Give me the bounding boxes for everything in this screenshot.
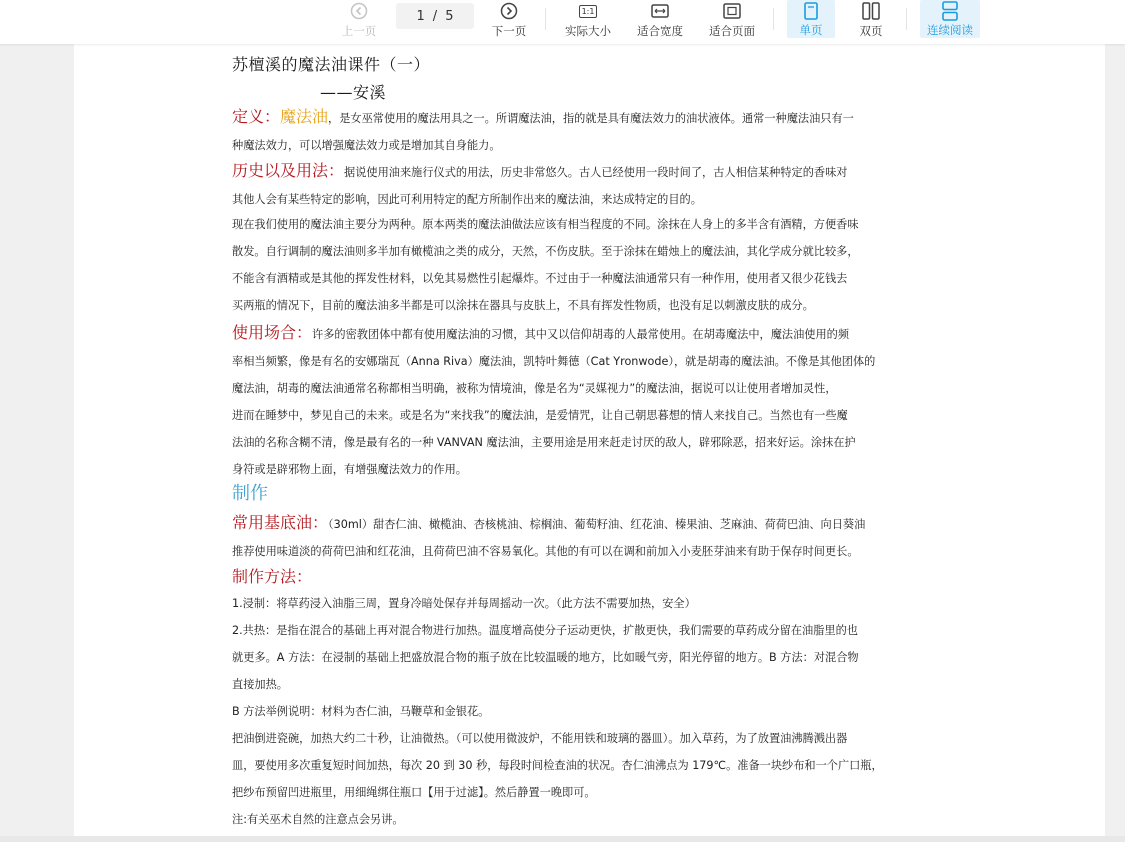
usage-line-5: 法油的名称含糊不清，像是最有名的一种 VANVAN 魔法油，主要用途是用来赶走讨厌的敌人，辟邪除恶，招来好运。涂抹在护: [232, 436, 856, 449]
toolbar-divider: [906, 8, 907, 30]
usage-line-3: 魔法油，胡毒的魔法油通常名称都相当明确，被称为情境油，像是名为“灵媒视力”的魔法油，据说可以让使用者增加灵性，: [232, 382, 837, 395]
types-line-3: 不能含有酒精或是其他的挥发性材料，以免其易燃性引起爆炸。不过由于一种魔法油通常只有一种作用，使用者又很少花钱去: [232, 272, 848, 285]
method-b-line-3: 把纱布预留凹进瓶里，用细绳绑住瓶口【用于过滤】。然后静置一晚即可。: [232, 786, 596, 799]
method-b-example: B 方法举例说明：材料为杏仁油，马鞭草和金银花。: [232, 705, 490, 718]
double-page-label: 双页: [859, 24, 883, 38]
double-page-button[interactable]: [849, 0, 893, 40]
page-separator: /: [432, 8, 438, 24]
base-oil-heading: 常用基底油：: [232, 513, 329, 532]
document-author: ——安溪: [320, 83, 387, 102]
toolbar-divider: [545, 8, 546, 30]
next-page-button[interactable]: [488, 0, 530, 40]
base-oil-line-2: 推荐使用味道淡的荷荷巴油和红花油，且荷荷巴油不容易氧化。其他的有可以在调和前加入小麦胚芽油来有助于保存时间更长。: [232, 545, 859, 558]
single-page-icon: [804, 0, 818, 21]
types-line-4: 买两瓶的情况下，目前的魔法油多半都是可以涂抹在器具与皮肤上，不具有挥发性物质，也没有足以刺激皮肤的成分。: [232, 299, 814, 312]
continuous-read-button[interactable]: [920, 0, 980, 38]
actual-size-label: 实际大小: [565, 24, 611, 38]
definition-paragraph: [232, 103, 957, 159]
base-oil-line-1: （30ml）甜杏仁油、橄榄油、杏核桃油、棕榈油、葡萄籽油、红花油、榛果油、芝麻油、荷荷巴油、向日葵油: [328, 518, 866, 531]
usage-line-2: 率相当频繁，像是有名的安娜瑞瓦（Anna Riva）魔法油，凯特叶舞德（Cat Yronwode），就是胡毒的魔法油。不像是其他团体的: [232, 355, 876, 368]
document-page: [74, 44, 1105, 842]
making-section: [232, 480, 957, 507]
types-line-2: 散发。自行调制的魔法油则多半加有橄榄油之类的成分，天然，不伤皮肤。至于涂抹在蜡烛上的魔法油，其化学成分就比较多，: [232, 245, 859, 258]
history-paragraph: [232, 157, 957, 213]
method-b-line-1: 把油倒进瓷碗，加热大约二十秒，让油微热。（可以使用微波炉，不能用铁和玻璃的器皿）。加入草药，为了放置油沸腾溅出器: [232, 732, 848, 745]
history-line-1: 据说使用油来施行仪式的用法，历史非常悠久。古人已经使用一段时间了，古人相信某种特定的香味对: [344, 166, 848, 179]
definition-line-1: ，是女巫常使用的魔法用具之一。所谓魔法油，指的就是具有魔法效力的油状液体。通常一种魔法油只有一: [328, 112, 854, 125]
total-pages: 5: [445, 8, 454, 24]
history-heading: 历史以及用法：: [232, 161, 345, 180]
definition-heading: 定义：: [232, 107, 281, 126]
actual-size-icon-text: 1:1: [579, 5, 598, 18]
chevron-left-circle-icon: [350, 0, 368, 22]
fit-page-label: 适合页面: [709, 24, 755, 38]
chevron-right-circle-icon: [500, 0, 518, 22]
definition-line-2: 种魔法效力，可以增强魔法效力或是增加其自身能力。: [232, 139, 501, 152]
base-oil-paragraph: [232, 509, 957, 565]
usage-heading: 使用场合：: [232, 323, 313, 342]
actual-size-icon: [579, 0, 598, 22]
types-line-1: 现在我们使用的魔法油主要分为两种。原本两类的魔法油做法应该有相当程度的不同。涂抹在人身上的多半含有酒精，方便香味: [232, 218, 859, 231]
usage-line-6: 身符或是辟邪物上面，有增强魔法效力的作用。: [232, 463, 467, 476]
method-2-line-1: 2.共热：是指在混合的基础上再对混合物进行加热。温度增高使分子运动更快，扩散更快，我们需要的草药成分留在油脂里的也: [232, 624, 858, 637]
current-page: 1: [416, 8, 425, 24]
making-section-heading: 制作: [232, 483, 268, 504]
toolbar-divider: [773, 8, 774, 30]
method-2-line-2: 就更多。A 方法：在浸制的基础上把盛放混合物的瓶子放在比较温暖的地方，比如暖气旁，阳光停留的地方。B 方法：对混合物: [232, 651, 859, 664]
types-paragraph: [232, 211, 957, 319]
horizontal-scrollbar[interactable]: [0, 836, 1125, 842]
viewer-toolbar: [0, 0, 1125, 44]
method-b-line-2: 皿，要使用多次重复短时间加热，每次 20 到 30 秒，每段时间检查油的状况。杏仁油沸点为 179℃。准备一块纱布和一个广口瓶，: [232, 759, 883, 772]
usage-paragraph: [232, 319, 957, 483]
history-line-2: 其他人会有某些特定的影响，因此可利用特定的配方所制作出来的魔法油，来达成特定的目的。: [232, 193, 702, 206]
prev-page-button[interactable]: [338, 0, 380, 40]
double-page-icon: [862, 0, 880, 22]
usage-line-4: 进而在睡梦中，梦见自己的未来。或是名为“来找我”的魔法油，是爱情咒，让自己朝思暮想的情人来找自己。当然也有一些魔: [232, 409, 848, 422]
method-heading: 制作方法：: [232, 567, 313, 586]
single-page-label: 单页: [799, 23, 823, 37]
usage-line-1: 许多的密教团体中都有使用魔法油的习惯，其中又以信仰胡毒的人最常使用。在胡毒魔法中，魔法油使用的频: [312, 328, 850, 341]
fit-page-button[interactable]: [704, 0, 760, 40]
actual-size-button[interactable]: [560, 0, 616, 40]
prev-page-label: 上一页: [341, 24, 377, 38]
continuous-read-icon: [942, 0, 958, 21]
magic-oil-term: 魔法油: [280, 107, 329, 126]
note-line: 注:有关巫术自然的注意点会另讲。: [232, 813, 404, 826]
method-1: 1.浸制：将草药浸入油脂三周，置身冷暗处保存并每周摇动一次。（此方法不需要加热，安全）: [232, 597, 696, 610]
fit-width-icon: [651, 0, 669, 22]
method-paragraph: [232, 563, 957, 833]
document-title: 苏檀溪的魔法油课件（一）: [232, 55, 431, 74]
fit-page-icon: [723, 0, 741, 22]
method-2-line-3: 直接加热。: [232, 678, 288, 691]
fit-width-label: 适合宽度: [637, 24, 683, 38]
page-number-box[interactable]: [396, 3, 474, 29]
next-page-label: 下一页: [491, 24, 527, 38]
fit-width-button[interactable]: [632, 0, 688, 40]
single-page-button[interactable]: [787, 0, 835, 38]
continuous-read-label: 连续阅读: [927, 23, 973, 37]
